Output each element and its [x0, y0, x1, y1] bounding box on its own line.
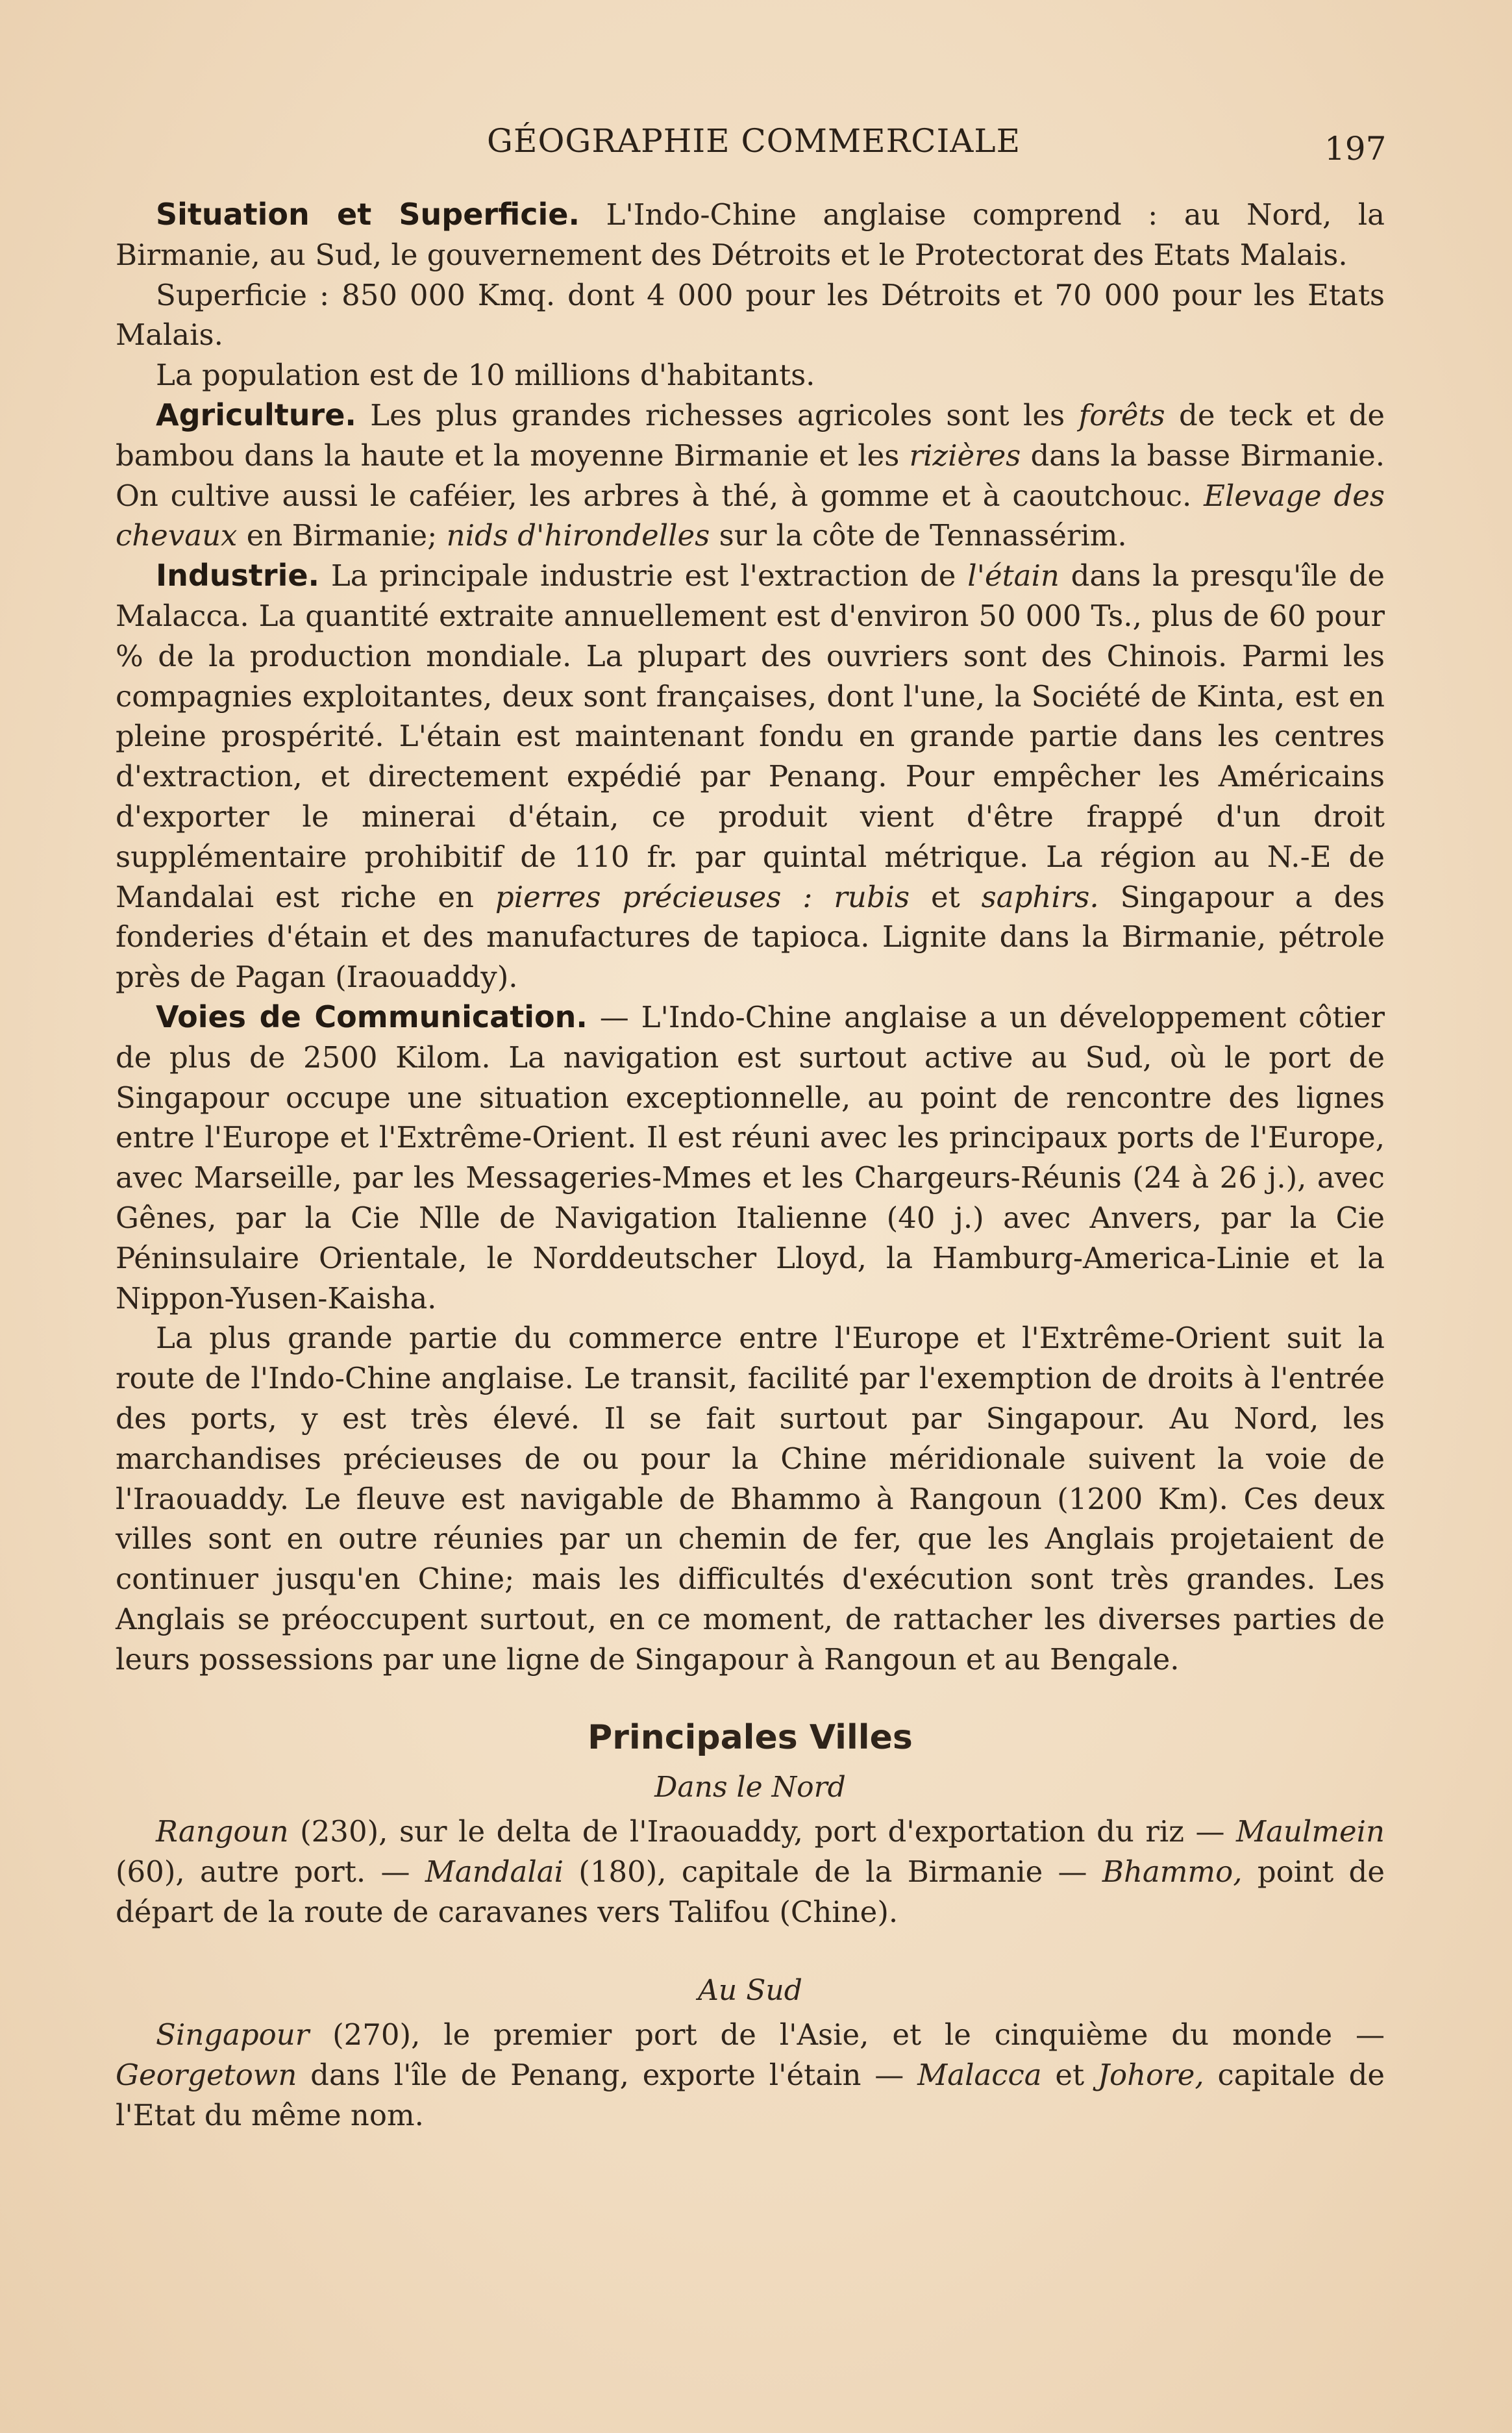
italic-pierres: pierres précieuses : rubis	[495, 879, 910, 914]
italic-etain: l'étain	[967, 558, 1060, 593]
page-header	[0, 116, 1512, 168]
text-agriculture-2: de teck et de bambou dans la haute et la moyenne Birmanie et les	[116, 397, 1385, 473]
spacer	[116, 1932, 1385, 1969]
subheading-sud: Au Sud	[698, 1974, 802, 2008]
text-population: La population est de 10 millions d'habitants.	[156, 358, 815, 393]
text-georgetown: dans l'île de Penang, exporte l'étain —	[310, 2058, 904, 2093]
page-number: 197	[1324, 130, 1387, 168]
heading-industrie: Industrie.	[156, 558, 320, 593]
city-rangoun: Rangoun	[156, 1814, 289, 1849]
page-body	[116, 195, 1385, 2136]
text-bhammo: point de départ de la route de caravanes vers Talifou (Chine).	[116, 1854, 1385, 1929]
text-johore: capitale de l'Etat du même nom.	[116, 2058, 1385, 2132]
paragraph-voies	[116, 997, 1385, 1318]
text-agriculture-5: sur la côte de Tennassérim.	[719, 518, 1127, 553]
italic-saphirs: saphirs.	[981, 879, 1099, 914]
text-rangoun: (230), sur le delta de l'Iraouaddy, port d'exportation du riz —	[300, 1814, 1225, 1849]
text-superficie: Superficie : 850 000 Kmq. dont 4 000 pour les Détroits et 70 000 pour les Etats Malais.	[116, 277, 1385, 353]
paragraph-agriculture	[116, 395, 1385, 556]
city-singapour: Singapour	[156, 2017, 310, 2052]
city-mandalai: Mandalai	[425, 1854, 564, 1889]
text-situation: L'Indo-Chine anglaise comprend : au Nord, la Birmanie, au Sud, le gouvernement des Détroits et le Protectorat des Etats Malais.	[116, 197, 1385, 272]
paragraph-population	[116, 355, 1385, 395]
text-agriculture-1: Les plus grandes richesses agricoles sont les	[370, 397, 1065, 432]
paragraph-situation	[116, 195, 1385, 275]
italic-rizieres: rizières	[909, 438, 1021, 473]
text-industrie-1: La principale industrie est l'extraction de	[330, 558, 956, 593]
text-industrie-2: dans la presqu'île de Malacca. La quantité extraite annuellement est d'environ 50 000 Ts., plus de 60 pour % de la production mondiale. La plupart des ouvriers sont des Chinois. Parmi les compagnies exploitantes, deux sont françaises, dont l'une, la Société de Kinta, est en pleine prospérité. L'étain est maintenant fondu en grande partie dans les centres d'extraction, et directement expédié par Penang. Pour empêcher les Américains d'exporter le minerai d'étain, ce produit vient d'être frappé d'un droit supplémentaire prohibitif de 110 fr. par quintal métrique. La région au N.-E de Mandalai est riche en	[116, 558, 1385, 914]
city-bhammo: Bhammo,	[1102, 1854, 1243, 1889]
text-mandalai: (180), capitale de la Birmanie —	[578, 1854, 1087, 1889]
text-commerce: La plus grande partie du commerce entre l'Europe et l'Extrême-Orient suit la route de l'Indo-Chine anglaise. Le transit, facilité par l'exemption de droits à l'entrée des ports, y est très élevé. Il se fait surtout par Singapour. Au Nord, les marchandises précieuses de ou pour la Chine méridionale suivent la voie de l'Iraouaddy. Le fleuve est navigable de Bhammo à Rangoun (1200 Km). Ces deux villes sont en outre réunies par un chemin de fer, que les Anglais projetaient de continuer jusqu'en Chine; mais les difficultés d'exécution sont très grandes. Les Anglais se préoccupent surtout, en ce moment, de rattacher les diverses parties de leurs possessions par une ligne de Singapour à Rangoun et au Bengale.	[116, 1321, 1385, 1677]
text-maulmein: (60), autre port. —	[116, 1854, 410, 1889]
paragraph-commerce	[116, 1318, 1385, 1679]
city-malacca: Malacca	[917, 2058, 1042, 2093]
text-agriculture-4: en Birmanie;	[246, 518, 438, 553]
text-agriculture-3: dans la basse Birmanie. On cultive aussi le caféier, les arbres à thé, à gomme et à caoutchouc.	[116, 438, 1385, 513]
text-industrie-3: et	[931, 879, 960, 914]
italic-forets: forêts	[1078, 397, 1165, 432]
heading-situation: Situation et Superficie.	[156, 197, 580, 232]
heading-villes: Principales Villes	[588, 1718, 913, 1758]
italic-nids: nids d'hirondelles	[446, 518, 710, 553]
paragraph-industrie	[116, 556, 1385, 997]
italic-elevage: Elevage des chevaux	[116, 478, 1385, 553]
text-voies: — L'Indo-Chine anglaise a un développement côtier de plus de 2500 Kilom. La navigation est surtout active au Sud, où le port de Singapour occupe une situation exceptionnelle, au point de rencontre des lignes entre l'Europe et l'Extrême-Orient. Il est réuni avec les principaux ports de l'Europe, avec Marseille, par les Messageries-Mmes et les Chargeurs-Réunis (24 à 26 j.), avec Gênes, par la Cie Nlle de Navigation Italienne (40 j.) avec Anvers, par la Cie Péninsulaire Orientale, le Norddeutscher Lloyd, la Hamburg-America-Linie et la Nippon-Yusen-Kaisha.	[116, 999, 1385, 1316]
running-title: GÉOGRAPHIE COMMERCIALE	[487, 122, 1021, 160]
subheading-nord: Dans le Nord	[654, 1771, 846, 1804]
text-singapour: (270), le premier port de l'Asie, et le cinquième du monde —	[332, 2017, 1385, 2052]
heading-agriculture: Agriculture.	[156, 397, 356, 432]
paragraph-villes-nord	[116, 1812, 1385, 1932]
text-industrie-4: Singapour a des fonderies d'étain et des manufactures de tapioca. Lignite dans la Birmanie, pétrole près de Pagan (Iraouaddy).	[116, 879, 1385, 995]
paragraph-superficie	[116, 275, 1385, 356]
city-johore: Johore,	[1098, 2058, 1204, 2093]
paragraph-villes-sud	[116, 2015, 1385, 2135]
city-maulmein: Maulmein	[1236, 1814, 1385, 1849]
city-georgetown: Georgetown	[116, 2058, 297, 2093]
text-et: et	[1055, 2058, 1085, 2093]
heading-voies: Voies de Communication.	[156, 999, 588, 1034]
